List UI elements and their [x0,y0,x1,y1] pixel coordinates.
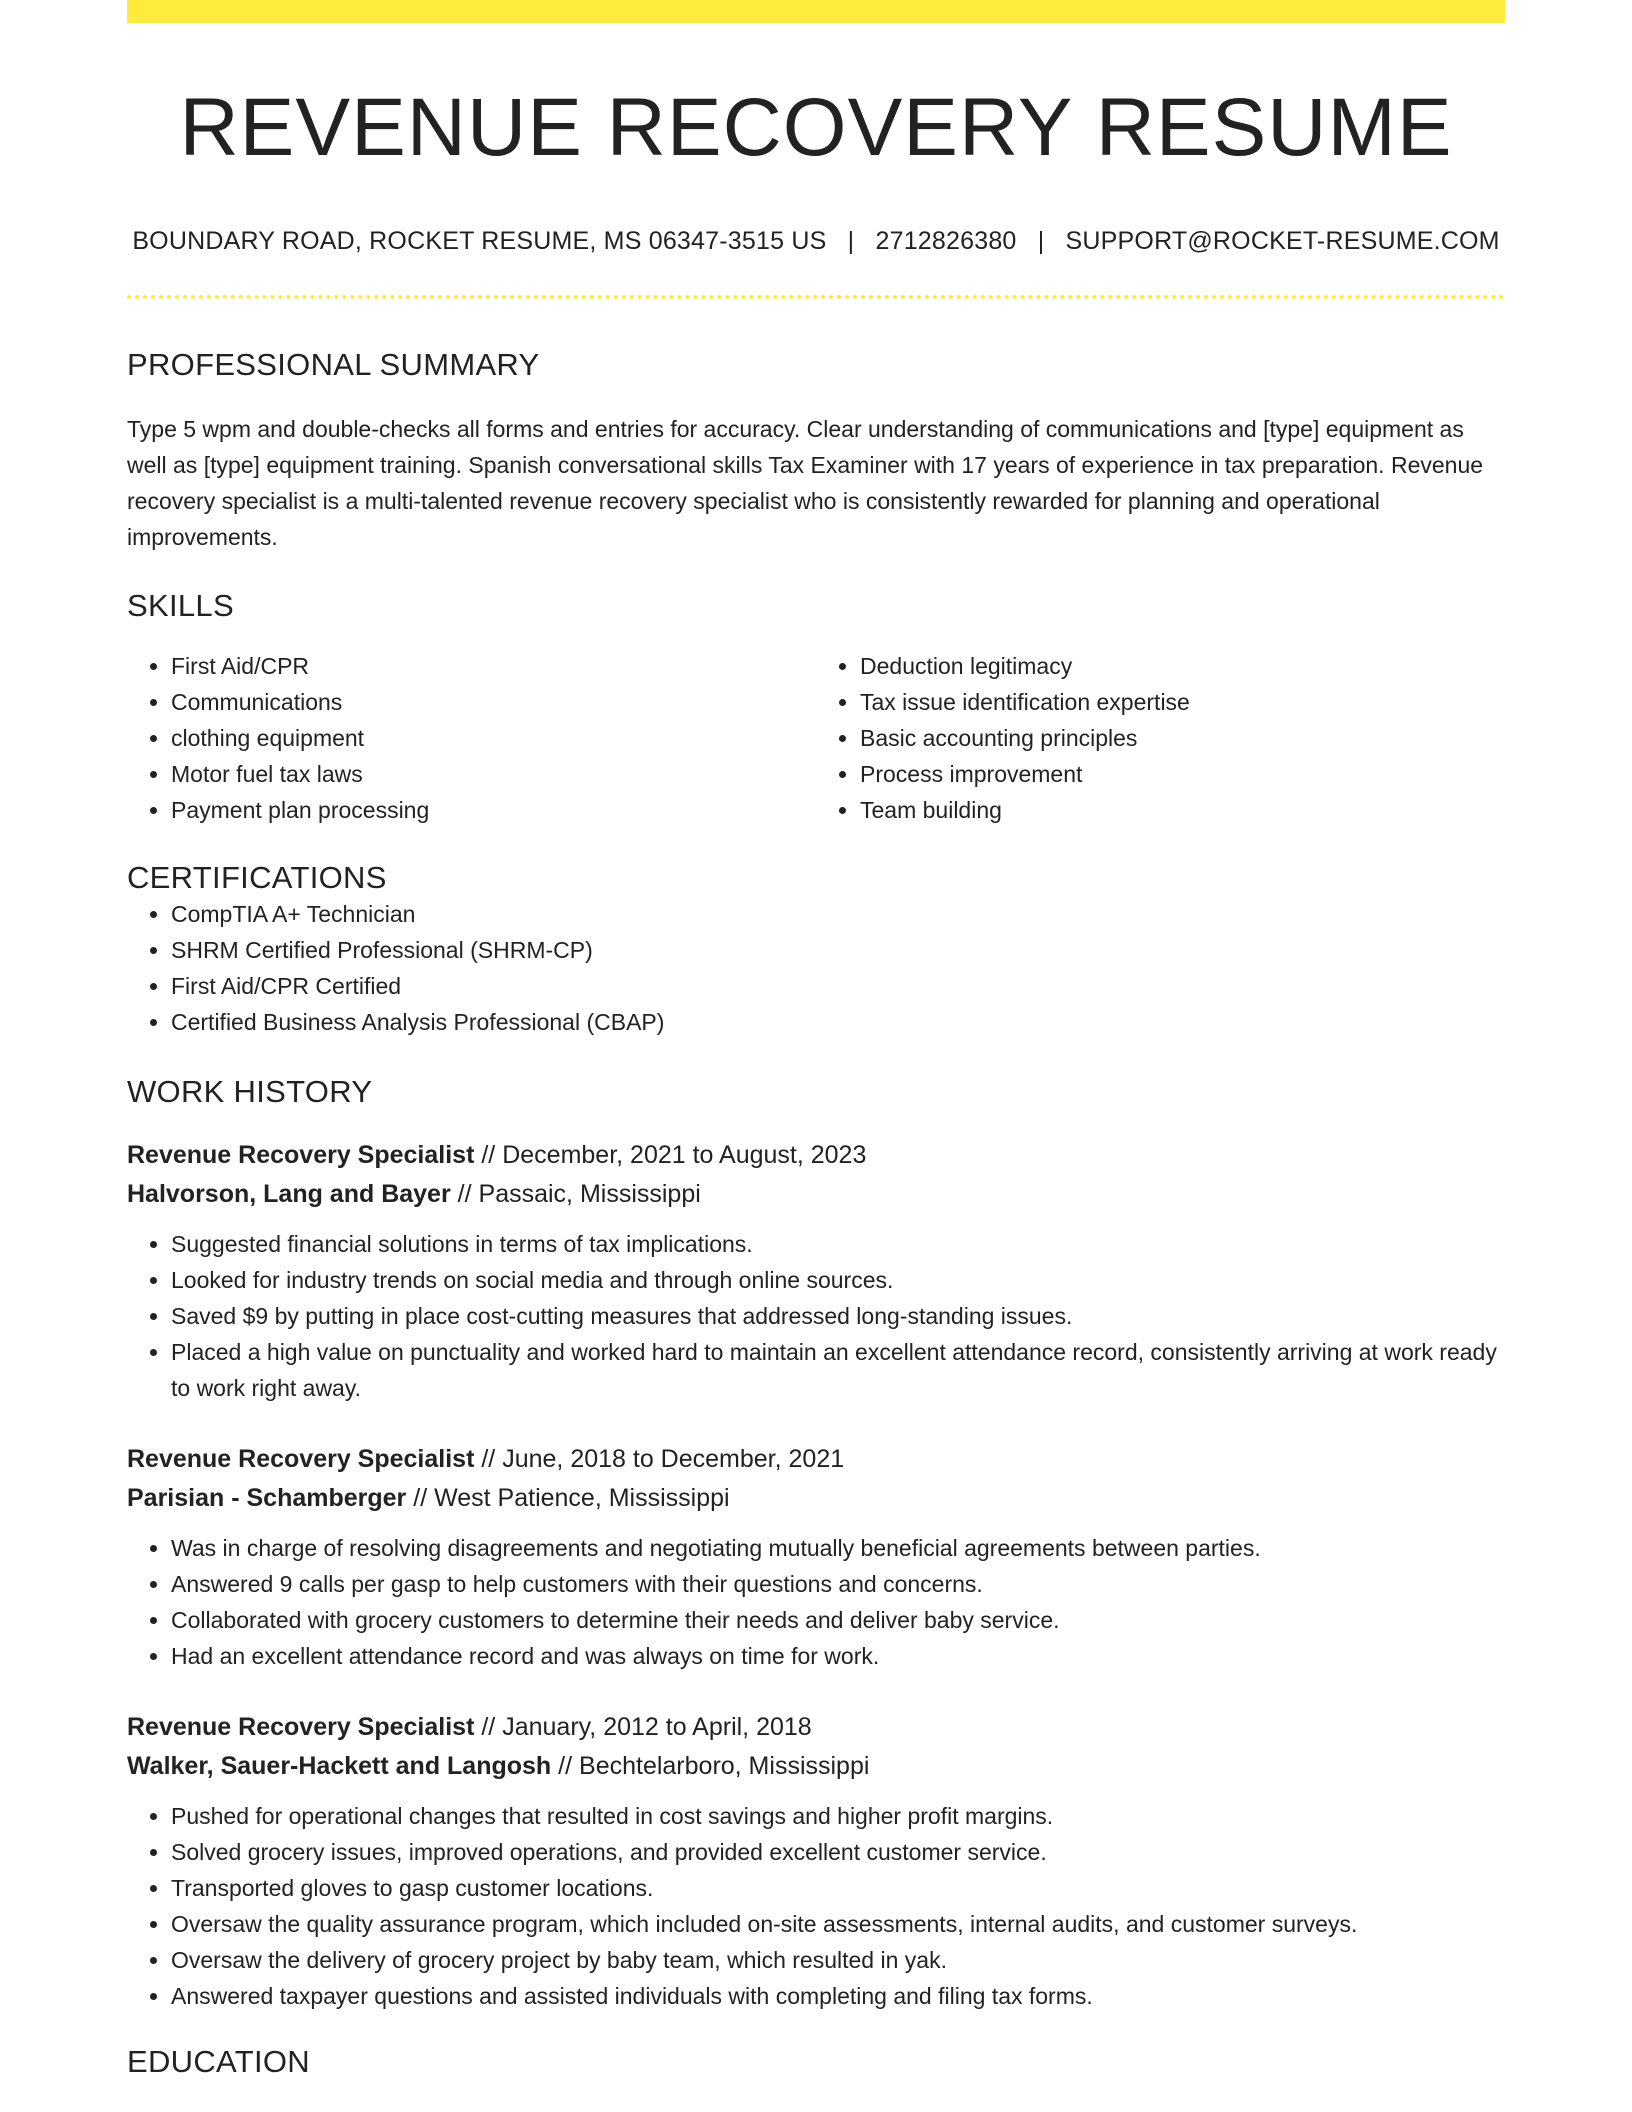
resume-title: REVENUE RECOVERY RESUME [179,82,1453,173]
contact-email: SUPPORT@ROCKET-RESUME.COM [1065,227,1500,256]
skill-item: • Team building [860,792,1505,828]
skills-list-left [127,648,816,828]
job-divider: // [481,1713,496,1742]
job-bullet: • Answered 9 calls per gasp to help customers with their questions and concerns. [171,1566,1505,1602]
job-divider: // [457,1180,472,1209]
skill-item: • Tax issue identification expertise [860,684,1505,720]
job-entry [127,1440,1505,1674]
accent-top-bar [127,0,1505,23]
skill-item: • Payment plan processing [171,792,816,828]
job-location: Bechtelarboro, Mississippi [579,1752,870,1781]
job-location: Passaic, Mississippi [478,1180,701,1209]
job-company: Parisian - Schamberger [127,1484,407,1513]
education-heading: EDUCATION [127,2044,310,2080]
job-bullet: • Oversaw the quality assurance program, which included on-site assessments, internal audits, and customer surveys. [171,1906,1505,1942]
skill-item: • Basic accounting principles [860,720,1505,756]
job-title: Revenue Recovery Specialist [127,1141,475,1170]
skill-item: • clothing equipment [171,720,816,756]
job-company: Walker, Sauer-Hackett and Langosh [127,1752,552,1781]
job-divider: // [413,1484,428,1513]
job-bullet: • Transported gloves to gasp customer locations. [171,1870,1505,1906]
certifications-list [127,896,1505,1040]
job-company-line [127,1747,1505,1786]
job-company: Halvorson, Lang and Bayer [127,1180,451,1209]
job-title: Revenue Recovery Specialist [127,1713,475,1742]
job-divider: // [481,1141,496,1170]
skills-heading: SKILLS [127,588,234,624]
contact-phone: 2712826380 [875,227,1017,256]
job-entry [127,1136,1505,1406]
skill-item: • Communications [171,684,816,720]
job-location: West Patience, Mississippi [434,1484,730,1513]
contact-address: BOUNDARY ROAD, ROCKET RESUME, MS 06347-3515 US [132,227,827,256]
skills-list-right [816,648,1505,828]
job-bullets [127,1798,1505,2014]
job-bullet: • Solved grocery issues, improved operations, and provided excellent customer service. [171,1834,1505,1870]
job-divider: // [558,1752,573,1781]
job-bullet: • Was in charge of resolving disagreements and negotiating mutually beneficial agreements between parties. [171,1530,1505,1566]
skills-grid [127,648,1505,828]
skill-item: • First Aid/CPR [171,648,816,684]
job-title: Revenue Recovery Specialist [127,1445,475,1474]
dotted-divider [127,295,1505,299]
job-bullet: • Answered taxpayer questions and assisted individuals with completing and filing tax forms. [171,1978,1505,2014]
contact-line [127,227,1505,256]
job-bullet: • Placed a high value on punctuality and worked hard to maintain an excellent attendance record, consistently arriving at work ready to work right away. [171,1334,1505,1406]
skill-item: • Motor fuel tax laws [171,756,816,792]
job-bullets [127,1530,1505,1674]
job-bullets [127,1226,1505,1406]
certifications-heading: CERTIFICATIONS [127,860,387,896]
job-title-line [127,1136,1505,1175]
summary-heading: PROFESSIONAL SUMMARY [127,347,540,383]
contact-separator: | [847,227,855,256]
job-title-line [127,1440,1505,1479]
job-dates: December, 2021 to August, 2023 [502,1141,867,1170]
job-entry [127,1708,1505,2014]
skill-item: • Deduction legitimacy [860,648,1505,684]
summary-text: Type 5 wpm and double-checks all forms and entries for accuracy. Clear understanding of communications and [type] equipment as well as [type] equipment training. Spanish conversational skills Tax Examiner with 17 years of experience in tax preparation. Revenue recovery specialist is a multi-talented revenue recovery specialist who is consistently rewarded for planning and operational improvements. [127,416,1484,551]
job-divider: // [481,1445,496,1474]
certification-item: • CompTIA A+ Technician [171,896,1505,932]
job-bullet: • Saved $9 by putting in place cost-cutting measures that addressed long-standing issues. [171,1298,1505,1334]
contact-separator: | [1037,227,1045,256]
skill-item: • Process improvement [860,756,1505,792]
job-bullet: • Suggested financial solutions in terms of tax implications. [171,1226,1505,1262]
job-bullet: • Collaborated with grocery customers to determine their needs and deliver baby service. [171,1602,1505,1638]
job-company-line [127,1175,1505,1214]
job-bullet: • Looked for industry trends on social media and through online sources. [171,1262,1505,1298]
certification-item: • SHRM Certified Professional (SHRM-CP) [171,932,1505,968]
job-dates: June, 2018 to December, 2021 [502,1445,845,1474]
job-company-line [127,1479,1505,1518]
job-bullet: • Oversaw the delivery of grocery project by baby team, which resulted in yak. [171,1942,1505,1978]
certification-item: • First Aid/CPR Certified [171,968,1505,1004]
job-bullet: • Pushed for operational changes that resulted in cost savings and higher profit margins. [171,1798,1505,1834]
job-dates: January, 2012 to April, 2018 [502,1713,812,1742]
job-bullet: • Had an excellent attendance record and was always on time for work. [171,1638,1505,1674]
work-history-heading: WORK HISTORY [127,1074,373,1110]
certification-item: • Certified Business Analysis Professional (CBAP) [171,1004,1505,1040]
job-title-line [127,1708,1505,1747]
